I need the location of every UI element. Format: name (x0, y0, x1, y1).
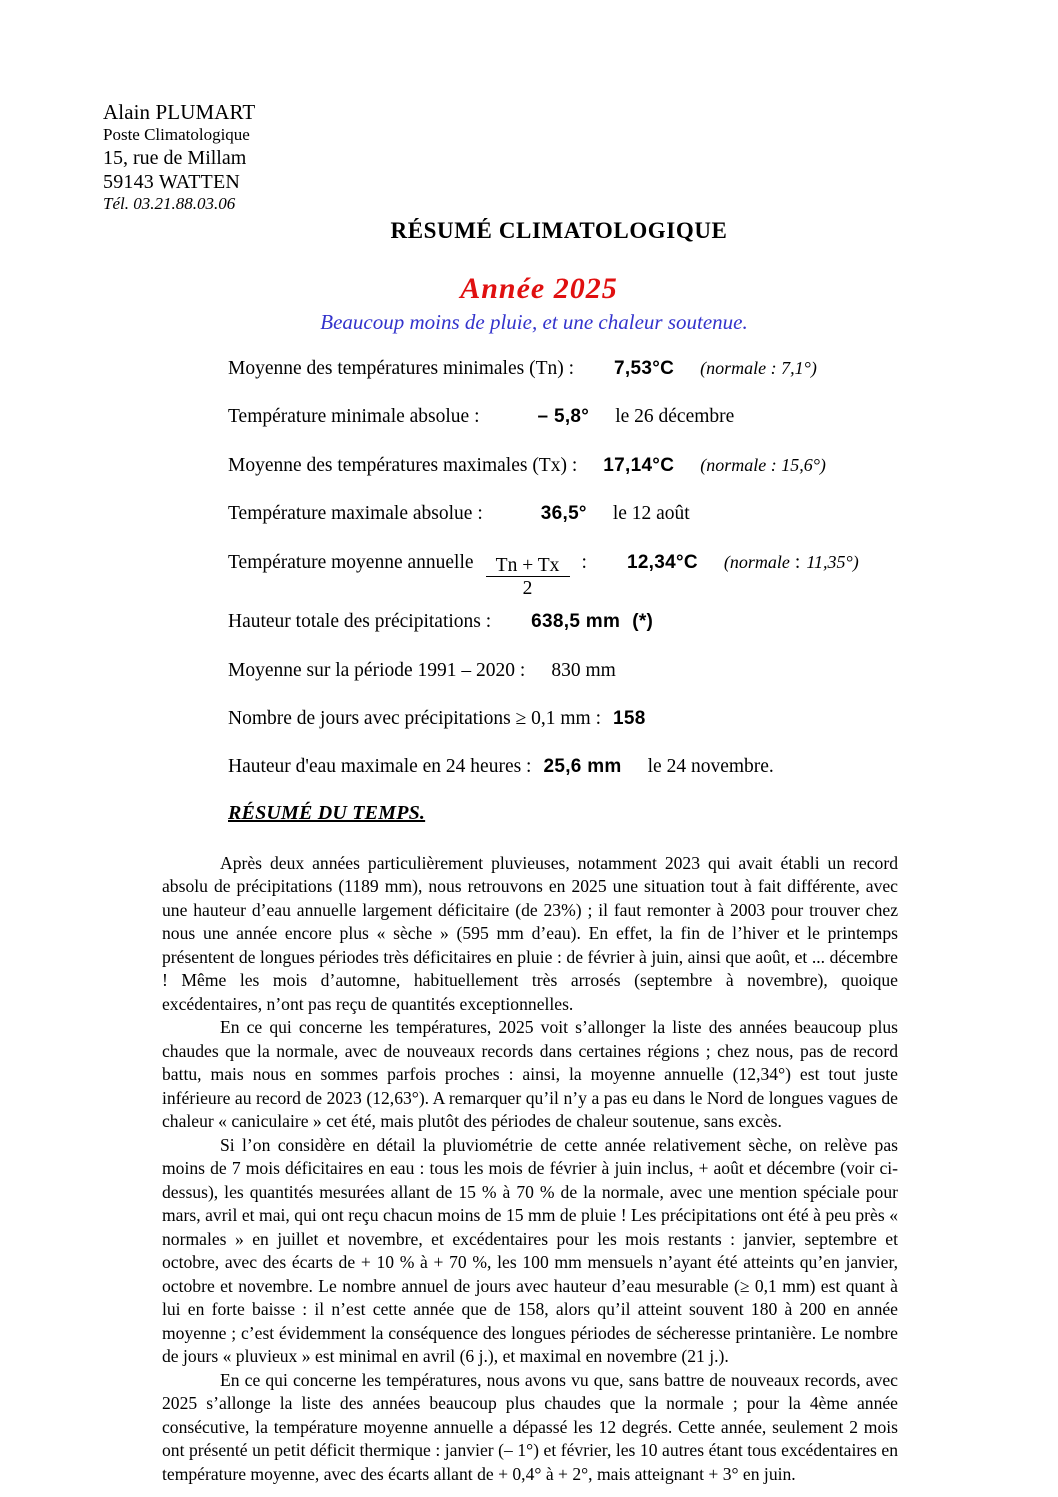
summary-statistics (228, 358, 1018, 805)
stat-date: le 12 août (612, 503, 690, 525)
stat-value: 830 mm (551, 659, 616, 681)
stat-label: Moyenne des températures minimales (Tn) : (228, 358, 575, 379)
stat-date: le 26 décembre (615, 406, 735, 428)
stat-row-rain-days (228, 708, 1018, 730)
year-heading: Année 2025 (460, 272, 618, 305)
stat-value: 36,5° (540, 503, 587, 525)
address-city: 59143 WATTEN (103, 170, 241, 193)
stat-normal: (normale : 7,1°) (700, 358, 817, 378)
stat-label: Moyenne sur la période 1991 – 2020 : (228, 659, 526, 681)
body-text (162, 852, 898, 1486)
subtitle-heading: Beaucoup moins de pluie, et une chaleur soutenue. (320, 310, 748, 334)
stat-row-tn-absolute (228, 406, 1018, 428)
stat-label: Température maximale absolue : (228, 503, 483, 525)
address-street: 15, rue de Millam (103, 146, 247, 169)
paragraph: Après deux années particulièrement pluvieuses, notamment 2023 qui avait établi un record absolu de précipitations (1189 mm), nous retrouvons en 2025 une situation tout à fait différente, avec une hauteur d’eau annuelle largement déficitaire (de 23%) ; il faut remonter à 2003 pour trouver chez nous une année encore plus « sèche » (595 mm d’eau). En effet, la fin de l’hiver et le printemps présentent de longues périodes très déficitaires en pluie : de février à juin, ainsi que août, et ... décembre ! Même les mois d’automne, habituellement très arrosés (septembre à novembre), quoique excédentaires, n’ont pas reçu de quantités exceptionnelles. (162, 853, 898, 1014)
stat-value: 17,14°C (603, 454, 675, 476)
author-name: Alain PLUMART (103, 100, 256, 124)
stat-normal-separator: : (794, 551, 801, 573)
stat-label: Nombre de jours avec précipitations ≥ 0,1 mm : (228, 708, 601, 729)
stat-row-tn-mean (228, 358, 1018, 380)
stat-row-max-24h (228, 756, 1018, 778)
stat-normal: (normale : 15,6°) (700, 454, 826, 475)
stat-value: – 5,8° (537, 406, 590, 428)
stat-normal-open: (normale (723, 551, 790, 572)
stat-label: Hauteur d'eau maximale en 24 heures : (228, 756, 532, 778)
paragraph: En ce qui concerne les températures, nous avons vu que, sans battre de nouveaux records, avec 2025 s’allonge la liste des années beaucoup plus chaudes que la normale ; pour la 4ème année consécutive, la température moyenne annuelle a dépassé les 12 degrés. Cette année, seulement 2 mois ont présenté un petit déficit thermique : janvier (– 1°) et février, les 10 autres étant tous excédentaires en température moyenne, avec des écarts allant de + 0,4° à + 2°, mais atteignant + 3° en juin. (162, 1369, 898, 1484)
paragraph: Si l’on considère en détail la pluviométrie de cette année relativement sèche, on relève pas moins de 7 mois déficitaires en eau : tous les mois de février à juin inclus, + août et décembre (voir ci-dessus), les quantités mesurées allant de 15 % à 70 % de la normale, avec une mention spéciale pour mars, avril et mai, qui ont reçu chacun moins de 15 mm de pluie ! Les précipitations ont été à peu près « normales » en juillet et novembre, et excédentaires pour les mois restants : janvier, septembre et octobre, avec des écarts de + 10 % à + 70 %, les 100 mm mensuels n’ayant été atteints qu’en janvier, octobre et novembre. Le nombre annuel de jours avec hauteur d’eau mesurable (≥ 0,1 mm) est quant à lui en forte baisse : il n’est cette année que de 158, alors qu’il atteint souvent 180 à 200 en année moyenne ; c’est évidemment la conséquence des longues périodes de sécheresse printanière. Le nombre de jours « pluvieux » est minimal en avril (6 j.), et maximal en novembre (21 j.). (162, 1134, 898, 1367)
stat-date: le 24 novembre. (647, 756, 774, 778)
mean-formula-fraction (486, 554, 570, 599)
section-heading-resume-du-temps: RÉSUMÉ DU TEMPS. (228, 802, 426, 824)
stat-label: Température minimale absolue : (228, 406, 480, 428)
stat-row-precip-normal (228, 660, 1018, 682)
stat-label: Hauteur totale des précipitations : (228, 611, 492, 633)
phone-number: Tél. 03.21.88.03.06 (103, 193, 236, 213)
stat-normal-value: 11,35°) (806, 551, 859, 572)
stat-row-precip-total (228, 611, 1018, 633)
fraction-denominator: 2 (522, 577, 533, 599)
stat-row-tx-absolute (228, 503, 1018, 525)
stat-value: 638,5 mm (531, 611, 621, 633)
stat-value: 25,6 mm (543, 756, 622, 778)
stat-label: Température moyenne annuelle (228, 551, 474, 573)
stat-value: 12,34°C (626, 551, 698, 573)
letterhead-block (103, 100, 255, 214)
page-title: RÉSUMÉ CLIMATOLOGIQUE (390, 218, 728, 243)
station-role: Poste Climatologique (103, 125, 250, 145)
stat-label: Moyenne des températures maximales (Tx) : (228, 454, 578, 476)
stat-value: 158 (613, 708, 646, 729)
stat-row-mean-annual (228, 551, 1018, 599)
stat-colon: : (581, 551, 587, 573)
stat-value: 7,53°C (614, 358, 675, 379)
paragraph: En ce qui concerne les températures, 2025 voit s’allonger la liste des années beaucoup plus chaudes que la normale, avec de nouveaux records dans certaines régions ; chez nous, pas de record battu, mais nous en sommes parfois proches : ainsi, la moyenne annuelle (12,34°) est tout juste inférieure au record de 2023 (12,63°). A remarquer qu’il n’y a pas eu dans le Nord de longues vagues de chaleur « caniculaire » cet été, mais plutôt des périodes de chaleur soutenue, sans excès. (162, 1017, 898, 1132)
stat-footnote-marker: (*) (632, 611, 654, 633)
fraction-numerator: Tn + Tx (486, 556, 570, 577)
stat-row-tx-mean (228, 455, 1018, 477)
